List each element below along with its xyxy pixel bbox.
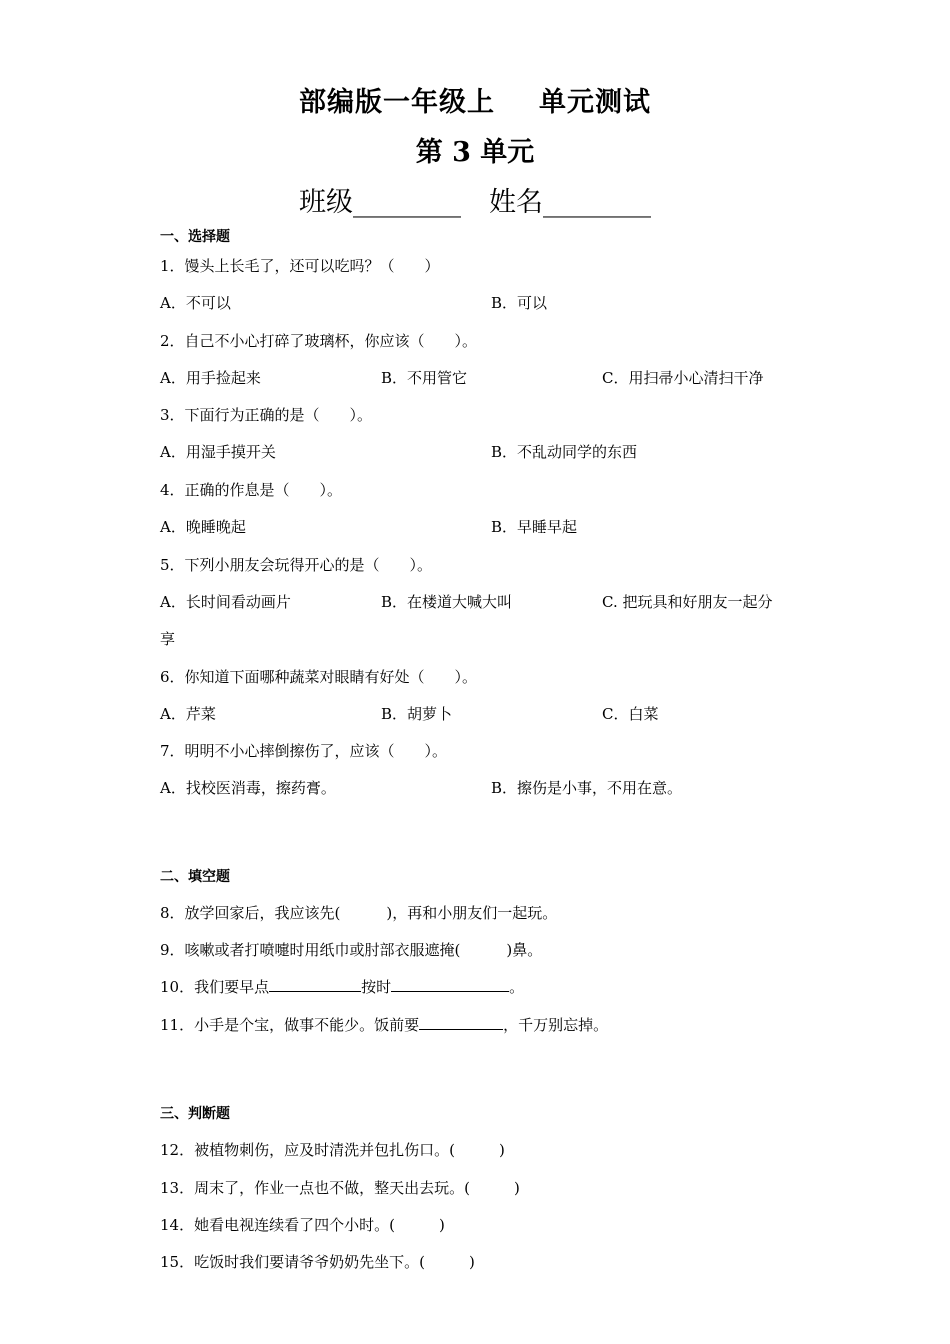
- q8-before: 8．放学回家后，我应该先(: [160, 904, 341, 922]
- q7-option-a: A．找校医消毒，擦药膏。: [160, 779, 336, 797]
- unit-title: 第 3 单元: [415, 137, 535, 168]
- q5-option-c-continued: 享: [160, 630, 176, 648]
- worksheet-title: [0, 80, 950, 119]
- section-fill-heading: 二、填空题: [160, 869, 230, 885]
- q15-text: 15．吃饭时我们要请爷爷奶奶先坐下。(: [160, 1253, 425, 1271]
- question-10: [160, 977, 524, 997]
- q15-close: ): [468, 1253, 475, 1271]
- q10-before: 10．我们要早点: [160, 978, 270, 996]
- q5-option-b: B．在楼道大喊大叫: [381, 593, 513, 611]
- q12-text: 12．被植物刺伤，应及时清洗并包扎伤口。(: [160, 1141, 455, 1159]
- title-grade: 部编版一年级上: [299, 87, 495, 118]
- q3-option-a: A．用湿手摸开关: [160, 443, 276, 461]
- question-11: [160, 1015, 608, 1035]
- question-15: [160, 1252, 475, 1272]
- question-2: 2．自己不小心打碎了玻璃杯，你应该（ ）。: [160, 332, 478, 350]
- q10-blank-1: [269, 977, 361, 992]
- section-judge-heading: 三、判断题: [160, 1106, 230, 1122]
- student-info: [0, 180, 950, 219]
- q6-option-c: C．白菜: [602, 705, 659, 723]
- title-test: 单元测试: [539, 87, 651, 118]
- class-field: 班级________: [299, 187, 461, 218]
- q11-before: 11．小手是个宝，做事不能少。饭前要: [160, 1016, 420, 1034]
- question-6: 6．你知道下面哪种蔬菜对眼睛有好处（ ）。: [160, 668, 478, 686]
- question-1: 1．馒头上长毛了，还可以吃吗？（ ）: [160, 257, 440, 275]
- question-13: [160, 1178, 520, 1198]
- q14-text: 14．她看电视连续看了四个小时。(: [160, 1216, 395, 1234]
- q2-option-a: A．用手捡起来: [160, 369, 261, 387]
- question-9: [160, 940, 542, 960]
- q10-blank-2: [391, 977, 509, 992]
- q2-option-b: B．不用管它: [381, 369, 468, 387]
- q12-close: ): [498, 1141, 505, 1159]
- q5-option-c: C. 把玩具和好朋友一起分: [602, 593, 773, 611]
- question-5: 5．下列小朋友会玩得开心的是（ ）。: [160, 556, 433, 574]
- q6-option-a: A．芹菜: [160, 705, 216, 723]
- q13-text: 13．周末了，作业一点也不做，整天出去玩。(: [160, 1179, 470, 1197]
- q3-option-b: B．不乱动同学的东西: [491, 443, 638, 461]
- q7-option-b: B．擦伤是小事，不用在意。: [491, 779, 683, 797]
- q11-after: ，千万别忘掉。: [503, 1016, 609, 1034]
- q9-before: 9．咳嗽或者打喷嚏时用纸巾或肘部衣服遮掩(: [160, 941, 461, 959]
- q11-blank: [419, 1015, 503, 1030]
- q6-option-b: B．胡萝卜: [381, 705, 453, 723]
- q14-close: ): [438, 1216, 445, 1234]
- q2-option-c: C．用扫帚小心清扫干净: [602, 369, 764, 387]
- q4-option-a: A．晚睡晚起: [160, 518, 246, 536]
- q8-after: )，再和小朋友们一起玩。: [386, 904, 558, 922]
- q10-middle: 按时: [361, 978, 392, 996]
- question-7: 7．明明不小心摔倒擦伤了，应该（ ）。: [160, 742, 448, 760]
- q1-option-b: B．可以: [491, 294, 548, 312]
- question-3: 3．下面行为正确的是（ ）。: [160, 406, 373, 424]
- q4-option-b: B．早睡早起: [491, 518, 578, 536]
- section-choice-heading: 一、选择题: [160, 229, 230, 245]
- q9-after: )鼻。: [506, 941, 543, 959]
- name-field: 姓名________: [489, 187, 651, 218]
- question-4: 4．正确的作息是（ ）。: [160, 481, 343, 499]
- q5-option-a: A．长时间看动画片: [160, 593, 291, 611]
- q1-option-a: A．不可以: [160, 294, 231, 312]
- question-14: [160, 1215, 445, 1235]
- q13-close: ): [513, 1179, 520, 1197]
- question-8: [160, 903, 557, 923]
- q10-after: 。: [509, 978, 525, 996]
- question-12: [160, 1140, 505, 1160]
